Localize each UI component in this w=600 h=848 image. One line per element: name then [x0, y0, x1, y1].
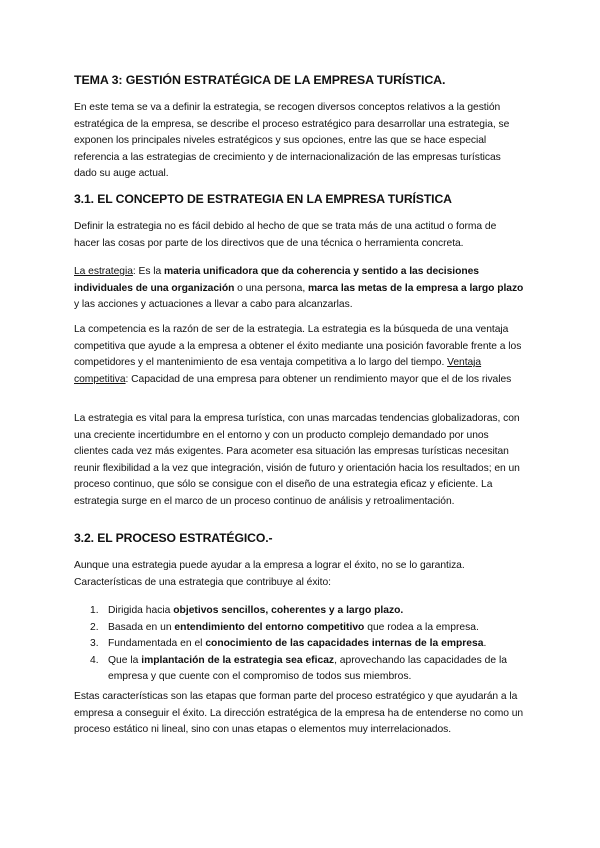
paragraph-text: Estas características son las etapas que forman parte del proceso estratégico y que ayudarán a la empresa a conseguir el éxito. La dirección estratégica de la empresa ha de entenderse no como un proceso estático ni lineal, sino con unas etapas o elementos muy interrelacionados. [74, 691, 524, 735]
list-item-pre: Fundamentada en el [108, 638, 206, 649]
section-2-paragraph-2 [74, 689, 524, 739]
list-item-bold: conocimiento de las capacidades internas de la empresa [205, 638, 484, 649]
term-estrategia: La estrategia [74, 266, 133, 277]
section-2-heading: 3.2. EL PROCESO ESTRATÉGICO.- [74, 531, 273, 545]
list-item-number: 1. [90, 605, 99, 616]
list-item-post: que rodea a la empresa. [364, 621, 479, 633]
bold-phrase: marca las metas de la empresa a largo plazo [307, 282, 524, 294]
list-item-number: 2. [90, 621, 99, 633]
list-item-pre: Que la [108, 654, 142, 666]
section-2-paragraph-1 [74, 558, 524, 591]
list-item-pre: Dirigida hacia [108, 605, 174, 616]
list-item-post: . [483, 638, 487, 649]
paragraph-text: Definir la estrategia no es fácil debido al hecho de que se trata más de una actitud o forma de hacer las cosas por parte de los directivos que de una técnica o herramienta concreta. [74, 221, 497, 249]
list-item-post: , aprovechando las capacidades de la empresa y que cuente con el compromiso de todos sus miembros. [108, 654, 507, 682]
list-item-bold: implantación de la estrategia sea eficaz [141, 654, 335, 666]
bold-phrase: materia unificadora que da coherencia y sentido a las decisiones individuales de una organización [74, 266, 479, 294]
intro-paragraph [74, 100, 524, 183]
list-item [86, 603, 526, 620]
list-item-bold: entendimiento del entorno competitivo [174, 621, 365, 633]
strategy-definition [74, 264, 524, 314]
section-1-paragraph-4 [74, 411, 524, 510]
paragraph-text: Aunque una estrategia puede ayudar a la empresa a lograr el éxito, no se lo garantiza. Características de una estrategia que contribuye al éxito: [74, 560, 465, 588]
list-item-pre: Basada en un [108, 621, 175, 633]
list-item [86, 620, 526, 637]
success-characteristics-list [86, 603, 526, 686]
list-item-number: 3. [90, 638, 99, 649]
section-1-paragraph-1 [74, 219, 524, 252]
term-ventaja-competitiva: Ventaja competitiva [74, 357, 482, 385]
competition-paragraph [74, 322, 524, 388]
intro-text: En este tema se va a definir la estrategia, se recogen diversos conceptos relativos a la gestión estratégica de la empresa, se describe el proceso estratégico para desarrollar una estrategia, se exponen los principales niveles estratégicos y sus opciones, entre las que se hace especial referencia a las estrategias de crecimiento y de internacionalización de las empresas turísticas dado su auge actual. [74, 102, 510, 179]
page-title: TEMA 3: GESTIÓN ESTRATÉGICA DE LA EMPRESA TURÍSTICA. [74, 73, 446, 87]
section-1-heading: 3.1. EL CONCEPTO DE ESTRATEGIA EN LA EMPRESA TURÍSTICA [74, 192, 452, 206]
definition-text: La estrategia: Es la materia unificadora que da coherencia y sentido a las decisiones individuales de una organización o una persona, marca las metas de la empresa a largo plazo y las acciones y actuaciones a llevar a cabo para alcanzarlas. [74, 266, 524, 310]
list-item [86, 653, 526, 686]
paragraph-text: La competencia es la razón de ser de la estrategia. La estrategia es la búsqueda de una ventaja competitiva que ayude a la empresa a obtener el éxito mediante una posición favorable frente a los competidores y el mantenimiento de esa ventaja competitiva a lo largo del tiempo. Ventaja competitiva: Capacidad de una empresa para obtener un rendimiento mayor que el de los rivales [74, 324, 522, 385]
list-item [86, 636, 526, 653]
list-item-number: 4. [90, 654, 99, 666]
paragraph-text: La estrategia es vital para la empresa turística, con unas marcadas tendencias globalizadoras, con una creciente incertidumbre en el entorno y con un producto complejo demandado por unos clientes cada vez más exigentes. Para acometer esa situación las empresas turísticas necesitan reunir flexibilidad a la vez que integración, visión de futuro y orientación hacia los resultados; en un proceso continuo, que sólo se consigue con el diseño de una estrategia eficaz y eficiente. La estrategia surge en el marco de un proceso continuo de análisis y retroalimentación. [74, 413, 520, 507]
list-item-bold: objetivos sencillos, coherentes y a largo plazo. [173, 605, 404, 616]
